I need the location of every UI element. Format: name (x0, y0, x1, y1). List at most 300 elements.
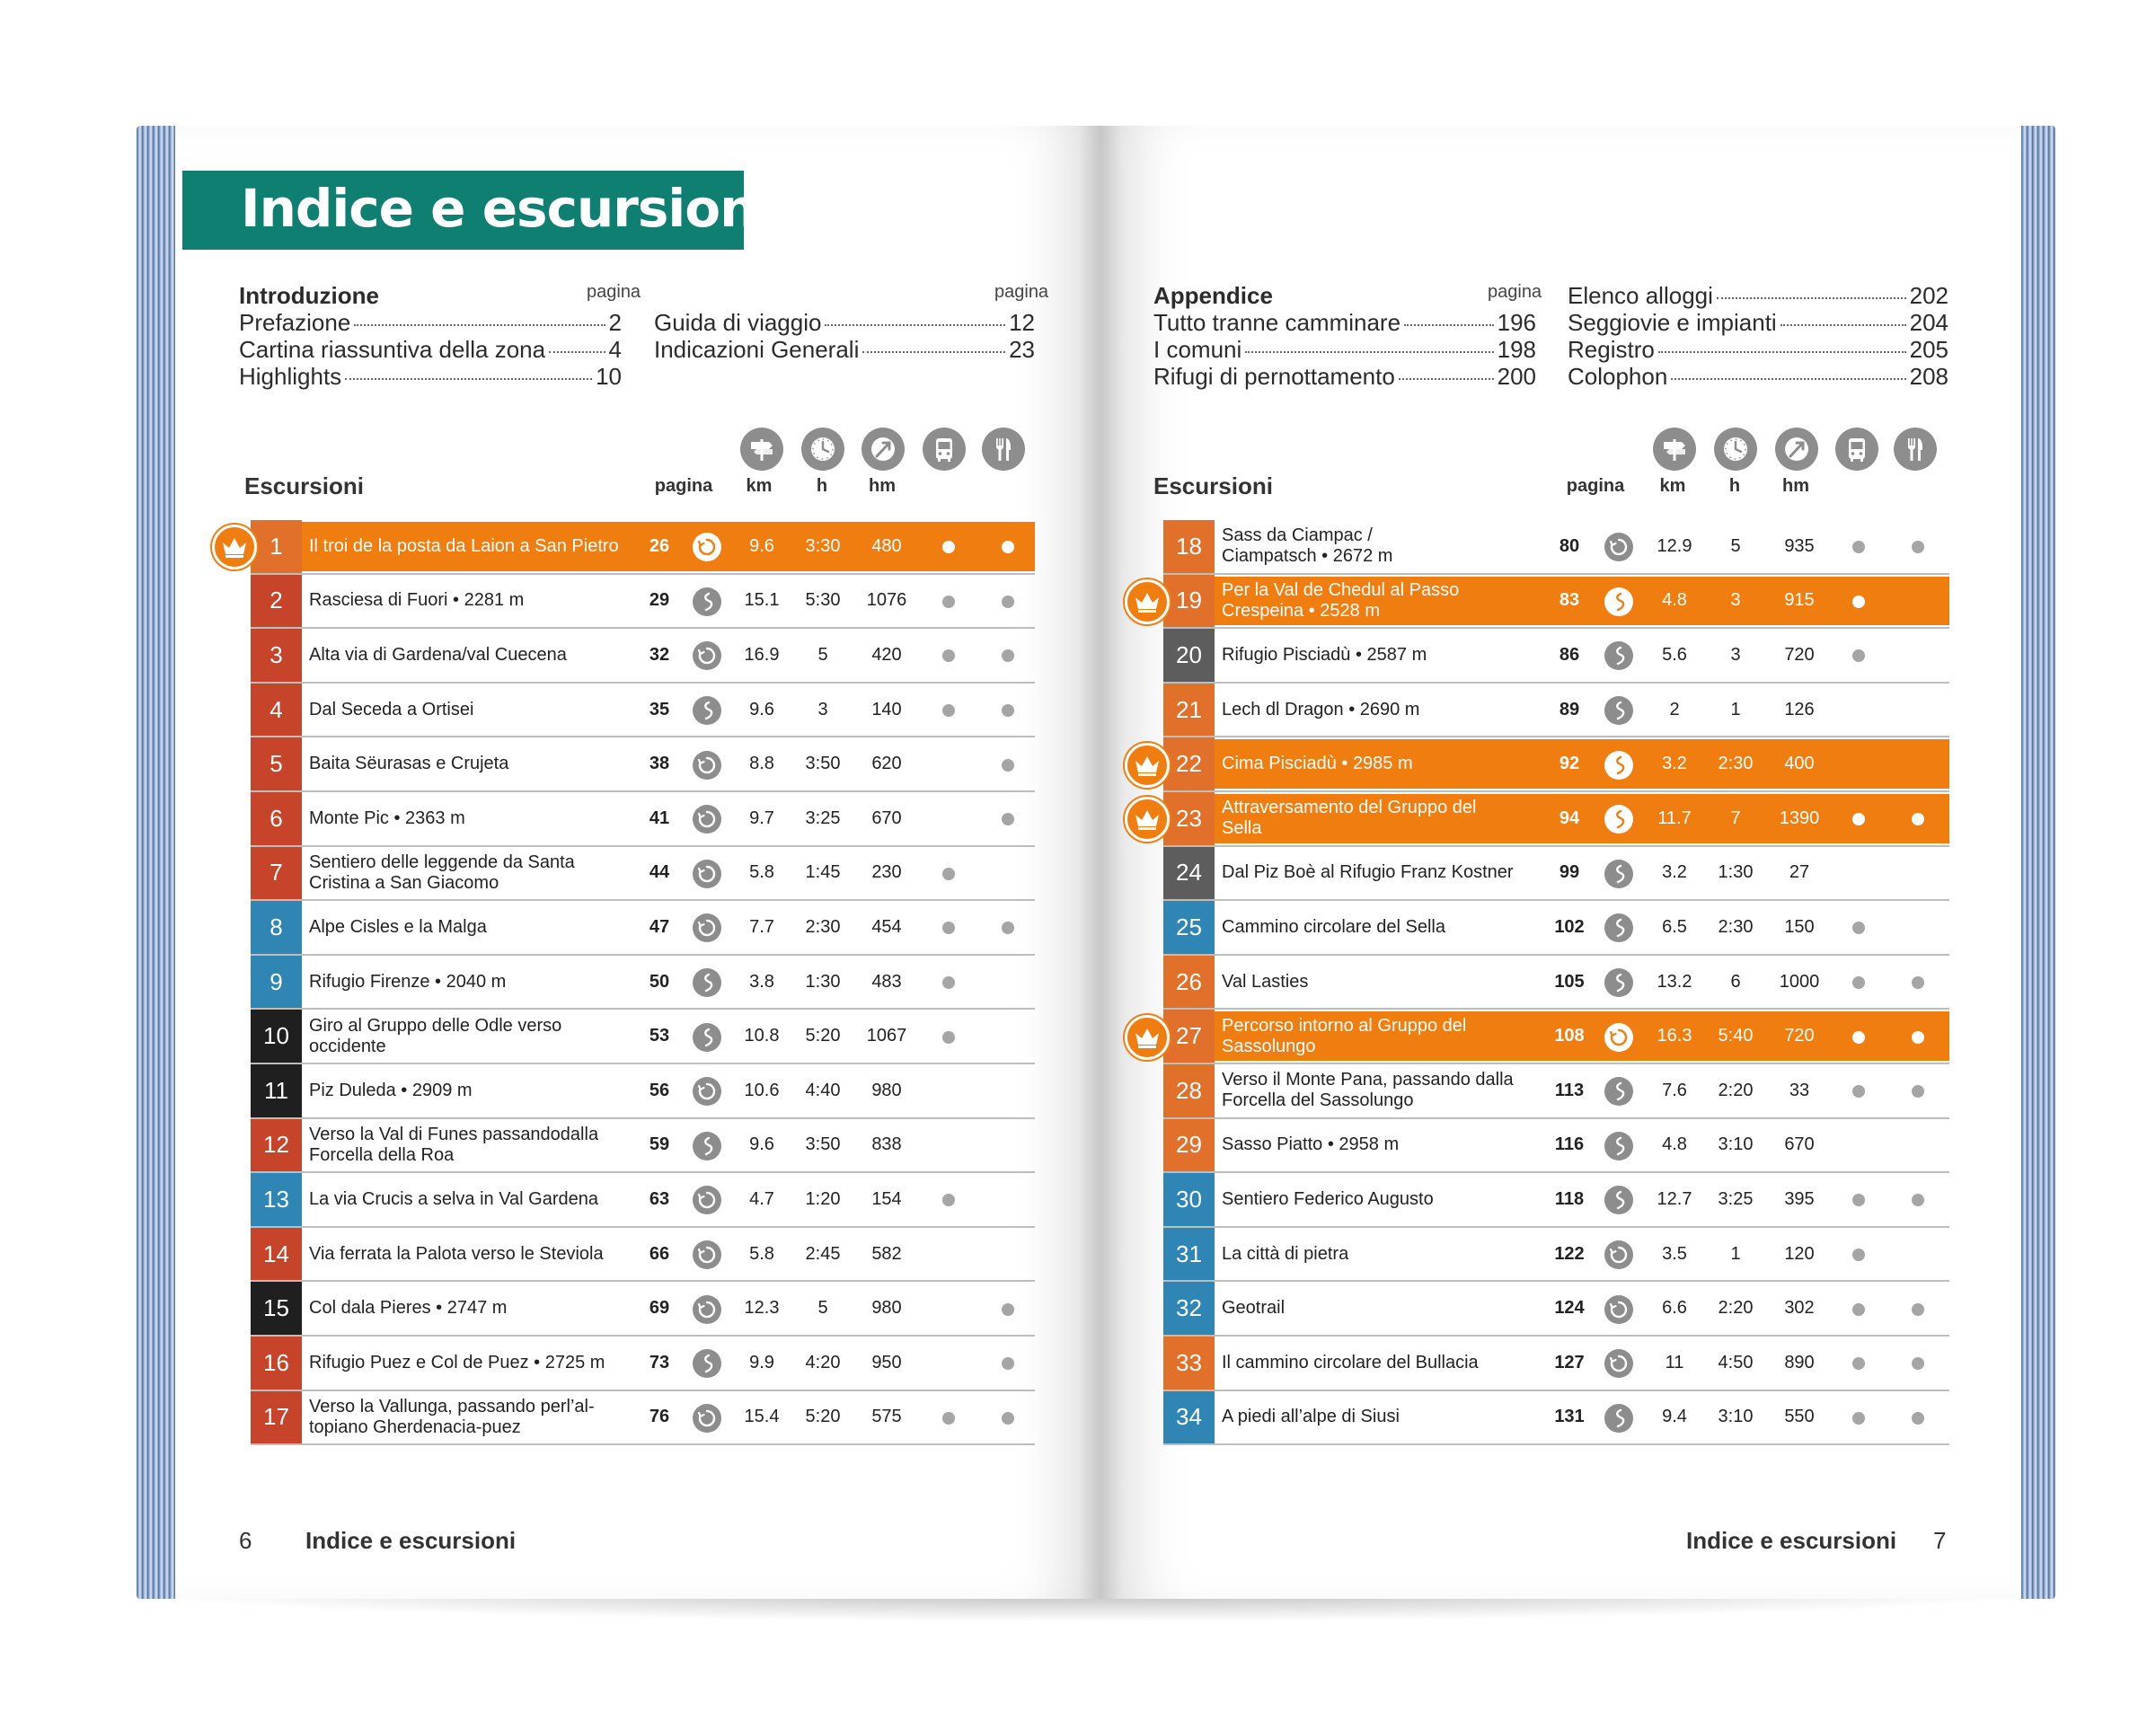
toc-item-page: 202 (1909, 282, 1948, 309)
hike-row-17[interactable] (251, 1391, 1035, 1446)
toc-dots (1404, 324, 1494, 326)
hike-number: 9 (251, 956, 302, 1009)
hike-row-12[interactable] (251, 1119, 1035, 1174)
hike-hours: 7 (1730, 807, 1741, 828)
hike-elevation: 935 (1784, 535, 1815, 556)
toc-item-highlights[interactable] (239, 363, 622, 391)
hike-row-8[interactable] (251, 901, 1035, 956)
toc-guide-page-label: pagina (994, 282, 1049, 302)
hike-number: 16 (251, 1337, 302, 1390)
clock-icon (1714, 428, 1757, 471)
hike-hours: 2:30 (805, 916, 841, 937)
hike-page: 99 (1559, 862, 1580, 883)
toc-item-page: 205 (1909, 336, 1948, 363)
page-number-left: 6 (239, 1527, 252, 1554)
hike-row-11[interactable] (251, 1064, 1035, 1119)
hike-hours: 4:20 (805, 1352, 841, 1372)
bus-dot (942, 1412, 955, 1425)
hike-km: 4.8 (1662, 590, 1687, 611)
bus-dot (1852, 1085, 1865, 1098)
hike-row-9[interactable] (251, 956, 1035, 1010)
hike-row-3[interactable] (251, 629, 1035, 684)
food-dot (1002, 1357, 1014, 1370)
loop-route-icon (1604, 1023, 1633, 1052)
toc-item-rifugi[interactable] (1153, 363, 1536, 391)
one-way-route-icon (693, 1132, 721, 1160)
toc-dots (825, 324, 1005, 326)
hike-elevation: 1067 (866, 1026, 907, 1046)
food-dot (1002, 1412, 1014, 1425)
hike-number: 32 (1163, 1282, 1215, 1335)
hike-elevation: 154 (871, 1188, 902, 1209)
loop-route-icon (693, 860, 721, 888)
one-way-route-icon (693, 696, 721, 725)
hike-number: 7 (251, 847, 302, 900)
hike-hours: 5:40 (1718, 1026, 1754, 1046)
hike-page: 118 (1554, 1188, 1585, 1209)
bus-dot (1852, 649, 1865, 662)
running-footer-left: Indice e escursioni (305, 1527, 517, 1554)
running-footer-right: Indice e escursioni (1686, 1527, 1897, 1554)
hike-name: Cima Pisciadù • 2985 m (1222, 754, 1413, 774)
one-way-route-icon (1604, 641, 1633, 670)
hike-elevation: 670 (871, 807, 902, 828)
hike-number: 26 (1163, 956, 1215, 1009)
hike-page: 73 (649, 1352, 670, 1372)
food-dot (1912, 1412, 1924, 1425)
hike-row-1[interactable] (251, 520, 1035, 575)
hike-page: 69 (649, 1298, 670, 1319)
hike-row-32[interactable] (1163, 1282, 1949, 1337)
hike-number: 23 (1163, 792, 1215, 845)
hike-name: Giro al Gruppo delle Odle verso occidente (309, 1015, 562, 1056)
hike-number: 13 (251, 1173, 302, 1226)
bus-dot (942, 1031, 955, 1044)
signpost-icon (1653, 428, 1696, 471)
hike-number: 34 (1163, 1391, 1215, 1444)
one-way-route-icon (1604, 751, 1633, 780)
hike-km: 16.3 (1657, 1026, 1692, 1046)
hike-name: Monte Pic • 2363 m (309, 807, 465, 828)
hike-row-21[interactable] (1163, 684, 1949, 738)
hike-km: 9.6 (749, 699, 774, 719)
food-dot (1002, 596, 1014, 608)
hike-page: 108 (1554, 1026, 1585, 1046)
hike-hours: 3:50 (805, 1134, 841, 1155)
hike-name: Col dala Pieres • 2747 m (309, 1298, 508, 1319)
hike-elevation: 550 (1784, 1407, 1815, 1427)
hike-name: Per la Val de Chedul al Passo Crespeina • 2528 m (1222, 579, 1460, 621)
hike-hours: 5 (817, 644, 828, 665)
hike-elevation: 27 (1789, 862, 1810, 883)
hike-km: 4.8 (1662, 1134, 1687, 1155)
toc-item-label: Indicazioni Generali (654, 336, 860, 363)
page-title: Indice e escursioni (241, 178, 773, 239)
hike-page: 105 (1554, 971, 1585, 992)
hike-name: Verso il Monte Pana, passando dalla Forcella del Sassolungo (1222, 1070, 1514, 1111)
hike-elevation: 575 (871, 1407, 902, 1427)
toc-item-tutto[interactable] (1153, 309, 1536, 337)
hike-elevation: 720 (1784, 644, 1815, 665)
hike-page: 80 (1559, 535, 1580, 556)
hike-hours: 5 (1730, 535, 1741, 556)
loop-route-icon (1604, 1295, 1633, 1324)
hike-name: Verso la Vallunga, passando perl’al- topiano Gherdenacia-puez (309, 1396, 595, 1437)
hike-elevation: 1000 (1779, 971, 1820, 992)
hike-row-33[interactable] (1163, 1337, 1949, 1391)
hike-name: A piedi all’alpe di Siusi (1222, 1407, 1400, 1427)
food-dot (1912, 1303, 1924, 1316)
hike-km: 6.5 (1662, 916, 1687, 937)
food-dot (1912, 541, 1924, 553)
hike-row-30[interactable] (1163, 1173, 1949, 1228)
toc-item-page: 12 (1009, 309, 1035, 336)
ascent-arrow-icon (1775, 428, 1818, 471)
toc-item-comuni[interactable] (1153, 336, 1536, 364)
hike-page: 66 (649, 1243, 670, 1264)
hike-elevation: 33 (1789, 1080, 1810, 1100)
one-way-route-icon (1604, 696, 1633, 725)
hike-hours: 2:45 (805, 1243, 841, 1264)
hike-km: 15.1 (744, 590, 780, 611)
hike-number: 28 (1163, 1064, 1215, 1117)
one-way-route-icon (1604, 1186, 1633, 1214)
title-banner (182, 171, 773, 250)
hike-name: Sass da Ciampac / Ciampatsch • 2672 m (1222, 525, 1393, 567)
row-divider (1163, 1443, 1949, 1445)
toc-item-label: Highlights (239, 363, 342, 390)
toc-dots (345, 378, 592, 380)
hike-row-29[interactable] (1163, 1119, 1949, 1174)
hike-name: La via Crucis a selva in Val Gardena (309, 1188, 599, 1209)
hike-elevation: 150 (1784, 916, 1815, 937)
hike-km: 10.8 (744, 1026, 780, 1046)
loop-route-icon (693, 1295, 721, 1324)
hike-number: 25 (1163, 901, 1215, 954)
hike-number: 31 (1163, 1228, 1215, 1281)
hike-page: 89 (1559, 699, 1580, 719)
hike-row-5[interactable] (251, 737, 1035, 792)
toc-item-registro[interactable] (1568, 336, 1948, 364)
hike-row-34[interactable] (1163, 1391, 1949, 1446)
food-dot (1002, 813, 1014, 825)
hike-number: 1 (251, 520, 302, 573)
hike-km: 9.6 (749, 535, 774, 556)
highlight-crown-icon (1125, 743, 1170, 788)
hike-row-13[interactable] (251, 1173, 1035, 1228)
bus-dot (1852, 1031, 1865, 1044)
toc-item-page: 200 (1497, 363, 1536, 390)
toc-item-colophon[interactable] (1568, 363, 1948, 391)
signpost-icon (740, 428, 783, 471)
hike-km: 5.8 (749, 862, 774, 883)
hike-row-26[interactable] (1163, 956, 1949, 1010)
hike-row-22[interactable] (1163, 737, 1949, 792)
toc-appendix-page-label: pagina (1488, 282, 1542, 302)
hike-hours: 2:20 (1718, 1080, 1754, 1100)
col-head-hm: hm (869, 476, 896, 496)
hike-row-18[interactable] (1163, 520, 1949, 575)
hike-elevation: 720 (1784, 1026, 1815, 1046)
hike-name: Il troi de la posta da Laion a San Pietro (309, 535, 619, 556)
toc-item-label: Rifugi di pernottamento (1153, 363, 1395, 390)
toc-intro-page-label: pagina (587, 282, 641, 302)
hike-hours: 4:50 (1718, 1352, 1754, 1372)
highlight-crown-icon (1125, 797, 1170, 842)
bus-dot (1852, 1412, 1865, 1425)
hike-page: 41 (649, 807, 670, 828)
hike-page: 102 (1554, 916, 1585, 937)
one-way-route-icon (693, 968, 721, 997)
loop-route-icon (693, 1077, 721, 1106)
hike-number: 4 (251, 684, 302, 737)
hike-elevation: 483 (871, 971, 902, 992)
toc-item-page: 196 (1497, 309, 1536, 336)
hike-elevation: 140 (871, 699, 902, 719)
hike-number: 29 (1163, 1119, 1215, 1172)
hike-elevation: 395 (1784, 1188, 1815, 1209)
hike-number: 24 (1163, 847, 1215, 900)
hike-elevation: 582 (871, 1243, 902, 1264)
bus-dot (1852, 1303, 1865, 1316)
hike-number: 19 (1163, 575, 1215, 628)
hike-elevation: 915 (1784, 590, 1815, 611)
toc-dots (1671, 378, 1905, 380)
hike-km: 13.2 (1657, 971, 1692, 992)
hike-km: 9.9 (749, 1352, 774, 1372)
hike-number: 30 (1163, 1173, 1215, 1226)
toc-item-page: 204 (1909, 309, 1948, 336)
hike-page: 44 (649, 862, 670, 883)
hike-km: 3.8 (749, 971, 774, 992)
col-head-page: pagina (654, 476, 713, 496)
hike-row-2[interactable] (251, 575, 1035, 630)
bus-dot (942, 868, 955, 880)
hike-page: 124 (1554, 1298, 1585, 1319)
hike-row-31[interactable] (1163, 1228, 1949, 1283)
loop-route-icon (1604, 1349, 1633, 1378)
hike-row-23[interactable] (1163, 792, 1949, 847)
hike-elevation: 120 (1784, 1243, 1815, 1264)
hike-km: 15.4 (744, 1407, 780, 1427)
toc-item-alloggi[interactable] (1568, 282, 1948, 310)
hike-km: 5.8 (749, 1243, 774, 1264)
hike-row-16[interactable] (251, 1337, 1035, 1391)
hike-km: 12.7 (1657, 1188, 1692, 1209)
one-way-route-icon (1604, 587, 1633, 616)
hike-row-28[interactable] (1163, 1064, 1949, 1119)
highlight-crown-icon (1125, 579, 1170, 624)
hike-km: 8.8 (749, 754, 774, 774)
toc-item-guida[interactable] (654, 309, 1035, 337)
bus-dot (1852, 922, 1865, 934)
toc-intro-heading: Introduzione (239, 282, 379, 309)
hike-page: 92 (1559, 754, 1580, 774)
bus-dot (942, 976, 955, 989)
hike-km: 7.6 (1662, 1080, 1687, 1100)
toc-item-seggiovie[interactable] (1568, 309, 1948, 337)
hike-name: Alta via di Gardena/val Cuecena (309, 644, 567, 665)
col-head-h: h (816, 476, 828, 496)
toc-dots (549, 351, 605, 353)
hike-name: Via ferrata la Palota verso le Steviola (309, 1243, 604, 1264)
hike-hours: 5:20 (805, 1407, 841, 1427)
hike-number: 21 (1163, 684, 1215, 737)
loop-route-icon (693, 1404, 721, 1433)
bus-dot (942, 649, 955, 662)
col-head-km: km (746, 476, 773, 496)
toc-item-label: Registro (1568, 336, 1655, 363)
hike-hours: 3:10 (1718, 1407, 1754, 1427)
hike-page: 116 (1554, 1134, 1585, 1155)
hike-km: 4.7 (749, 1188, 774, 1209)
hike-number: 6 (251, 792, 302, 845)
hike-name: Dal Seceda a Ortisei (309, 699, 474, 719)
row-divider (251, 1443, 1035, 1445)
toc-item-cartina[interactable] (239, 336, 622, 364)
toc-item-prefazione[interactable] (239, 309, 622, 337)
ascent-arrow-icon (862, 428, 905, 471)
hike-hours: 1:30 (805, 971, 841, 992)
hike-page: 131 (1554, 1407, 1585, 1427)
hike-km: 5.6 (1662, 644, 1687, 665)
hike-number: 14 (251, 1228, 302, 1281)
one-way-route-icon (1604, 1077, 1633, 1106)
hike-km: 12.9 (1657, 535, 1692, 556)
hike-name: Sentiero delle leggende da Santa Cristina a San Giacomo (309, 852, 575, 893)
hike-page: 83 (1559, 590, 1580, 611)
hike-number: 27 (1163, 1010, 1215, 1063)
hike-elevation: 670 (1784, 1134, 1815, 1155)
hike-number: 2 (251, 575, 302, 628)
hike-hours: 2:30 (1718, 754, 1754, 774)
hike-elevation: 838 (871, 1134, 902, 1155)
food-dot (1002, 649, 1014, 662)
hike-hours: 3:25 (805, 807, 841, 828)
hike-km: 3.2 (1662, 862, 1687, 883)
hike-km: 9.6 (749, 1134, 774, 1155)
hike-row-25[interactable] (1163, 901, 1949, 956)
hike-row-24[interactable] (1163, 847, 1949, 902)
one-way-route-icon (693, 1023, 721, 1052)
hike-hours: 2:30 (1718, 916, 1754, 937)
hike-row-4[interactable] (251, 684, 1035, 738)
hike-km: 3.5 (1662, 1243, 1687, 1264)
restaurant-icon (982, 428, 1025, 471)
hike-row-10[interactable] (251, 1010, 1035, 1064)
toc-item-page: 4 (608, 336, 622, 363)
section-title-escursioni-left: Escursioni (244, 472, 364, 499)
bus-icon (1835, 428, 1878, 471)
highlight-crown-icon (212, 525, 257, 569)
hike-page: 86 (1559, 644, 1580, 665)
hike-row-27[interactable] (1163, 1010, 1949, 1064)
hike-row-15[interactable] (251, 1282, 1035, 1337)
hike-name: Attraversamento del Gruppo del Sella (1222, 798, 1477, 839)
hike-page: 38 (649, 754, 670, 774)
hike-km: 11.7 (1657, 807, 1692, 828)
hike-km: 7.7 (749, 916, 774, 937)
loop-route-icon (693, 751, 721, 780)
toc-item-page: 2 (608, 309, 622, 336)
hike-row-7[interactable] (251, 847, 1035, 902)
one-way-route-icon (1604, 860, 1633, 888)
restaurant-icon (1894, 428, 1937, 471)
hike-km: 9.4 (1662, 1407, 1687, 1427)
hike-km: 11 (1665, 1352, 1684, 1372)
toc-dots (862, 351, 1005, 353)
hike-name: Cammino circolare del Sella (1222, 916, 1445, 937)
food-dot (1912, 976, 1924, 989)
hike-name: La città di pietra (1222, 1243, 1349, 1264)
toc-item-indicazioni[interactable] (654, 336, 1035, 364)
hike-row-19[interactable] (1163, 575, 1949, 630)
loop-route-icon (693, 1186, 721, 1214)
hike-number: 3 (251, 629, 302, 682)
hike-number: 15 (251, 1282, 302, 1335)
hike-number: 18 (1163, 520, 1215, 573)
hike-page: 56 (649, 1080, 670, 1100)
hike-hours: 5:20 (805, 1026, 841, 1046)
hike-km: 12.3 (744, 1298, 780, 1319)
hike-hours: 5:30 (805, 590, 841, 611)
hike-number: 5 (251, 737, 302, 790)
section-title-escursioni-right: Escursioni (1153, 472, 1273, 499)
loop-route-icon (1604, 533, 1633, 561)
hike-number: 10 (251, 1010, 302, 1063)
hike-page: 53 (649, 1026, 670, 1046)
hike-name: Lech dl Dragon • 2690 m (1222, 699, 1420, 719)
bus-dot (1852, 541, 1865, 553)
one-way-route-icon (1604, 805, 1633, 834)
hike-page: 29 (649, 590, 670, 611)
col-head-km: km (1659, 476, 1686, 496)
hike-hours: 3:10 (1718, 1134, 1754, 1155)
hike-page: 32 (649, 644, 670, 665)
hike-hours: 3 (817, 699, 828, 719)
bus-dot (942, 1194, 955, 1206)
loop-route-icon (693, 641, 721, 670)
page-number-right: 7 (1933, 1527, 1947, 1554)
one-way-route-icon (1604, 913, 1633, 942)
hike-name: Dal Piz Boè al Rifugio Franz Kostner (1222, 862, 1514, 883)
toc-dots (1658, 351, 1906, 353)
bus-dot (1852, 1194, 1865, 1206)
hike-page: 35 (649, 699, 670, 719)
hike-elevation: 620 (871, 754, 902, 774)
toc-item-page: 208 (1909, 363, 1948, 390)
hike-hours: 6 (1730, 971, 1741, 992)
loop-route-icon (693, 1240, 721, 1269)
hike-row-6[interactable] (251, 792, 1035, 847)
hike-hours: 3:50 (805, 754, 841, 774)
hike-hours: 3:30 (805, 535, 841, 556)
loop-route-icon (693, 805, 721, 834)
hike-hours: 2:20 (1718, 1298, 1754, 1319)
hike-name: Val Lasties (1222, 971, 1309, 992)
hike-km: 3.2 (1662, 754, 1687, 774)
hike-hours: 3:25 (1718, 1188, 1754, 1209)
hike-row-20[interactable] (1163, 629, 1949, 684)
hike-page: 50 (649, 971, 670, 992)
bus-dot (1852, 1249, 1865, 1261)
food-dot (1912, 1085, 1924, 1098)
hike-elevation: 480 (871, 535, 902, 556)
hike-hours: 5 (817, 1298, 828, 1319)
hike-row-14[interactable] (251, 1228, 1035, 1283)
hike-elevation: 890 (1784, 1352, 1815, 1372)
hike-hours: 1:30 (1718, 862, 1754, 883)
